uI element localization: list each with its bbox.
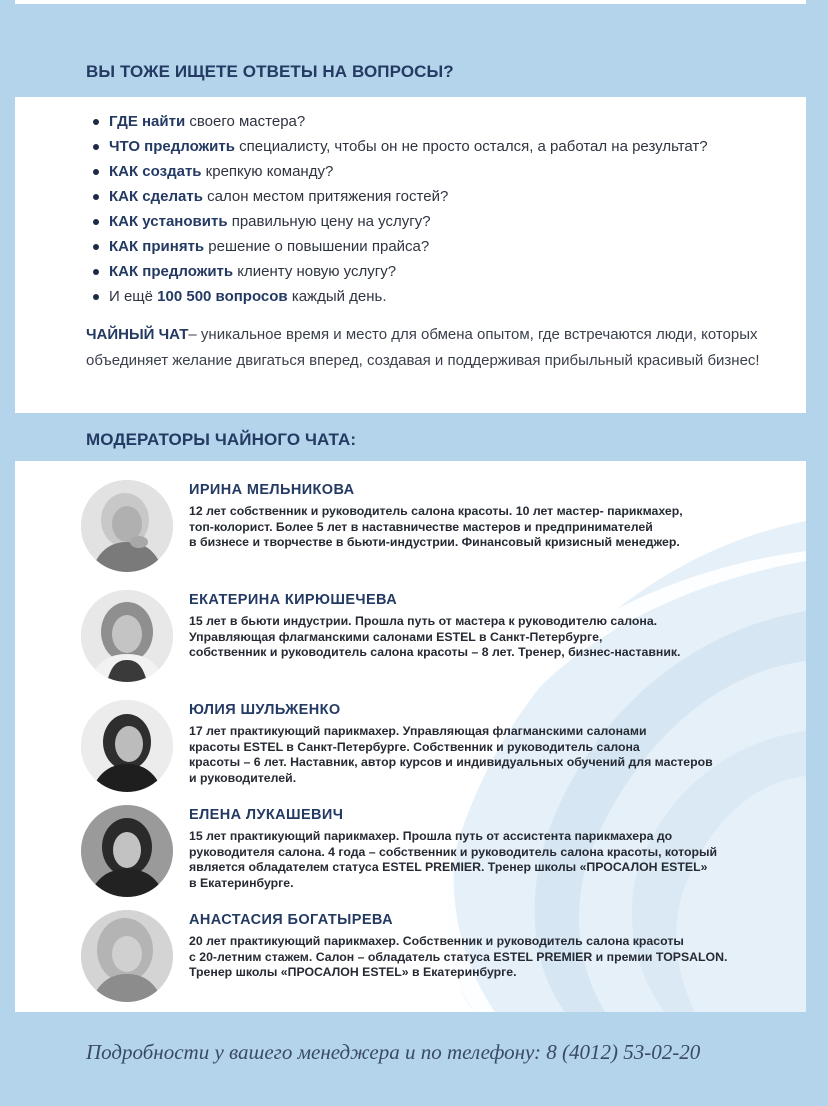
about-brand: ЧАЙНЫЙ ЧАТ bbox=[86, 326, 189, 343]
question-item bbox=[93, 136, 708, 161]
question-text: клиенту новую услугу? bbox=[233, 263, 397, 280]
moderator-card bbox=[81, 910, 801, 1010]
moderator-card bbox=[81, 805, 801, 905]
question-text: салон местом притяжения гостей? bbox=[202, 188, 449, 205]
question-prefix: И ещё bbox=[109, 288, 158, 305]
top-panel-edge bbox=[15, 0, 806, 4]
moderators-panel bbox=[15, 461, 806, 1012]
moderator-card bbox=[81, 700, 801, 800]
question-item bbox=[93, 211, 708, 236]
questions-section-title: ВЫ ТОЖЕ ИЩЕТЕ ОТВЕТЫ НА ВОПРОСЫ? bbox=[86, 62, 454, 81]
question-item bbox=[93, 111, 708, 136]
question-keyword: КАК предложить bbox=[109, 263, 234, 280]
question-text: крепкую команду? bbox=[201, 163, 334, 180]
moderator-bio: 12 лет собственник и руководитель салона красоты. 10 лет мастер- парикмахер, топ-колорист. Более 5 лет в наставничестве мастеров и предпринимателей в бизнесе и творчестве в бьюти-индустрии. Финансовый кризисный менеджер. bbox=[189, 504, 683, 549]
question-text: специалисту, чтобы он не просто остался, а работал на результат? bbox=[234, 138, 708, 155]
moderator-photo bbox=[81, 805, 173, 897]
moderator-name: ЕКАТЕРИНА КИРЮШЕЧЕВА bbox=[189, 592, 398, 608]
question-text: решение о повышении прайса? bbox=[204, 238, 430, 255]
footer-contact-text: Подробности у вашего менеджера и по телефону: 8 (4012) 53-02-20 bbox=[86, 1040, 701, 1064]
question-keyword: 100 500 вопросов bbox=[157, 288, 288, 305]
question-keyword: КАК сделать bbox=[109, 188, 203, 205]
question-item bbox=[93, 261, 708, 286]
question-keyword: КАК создать bbox=[109, 163, 202, 180]
moderator-bio: 20 лет практикующий парикмахер. Собственник и руководитель салона красоты с 20-летним стажем. Салон – обладатель статуса ESTEL PREMIER и премии TOPSALON. Тренер школы «ПРОСАЛОН ESTEL» в Екатеринбурге. bbox=[189, 934, 728, 979]
moderator-card bbox=[81, 590, 801, 690]
moderator-photo bbox=[81, 590, 173, 682]
questions-list bbox=[93, 111, 708, 311]
bullet-icon bbox=[93, 219, 99, 225]
questions-panel bbox=[15, 97, 806, 413]
moderator-photo bbox=[81, 480, 173, 572]
question-keyword: КАК установить bbox=[109, 213, 228, 230]
moderator-name: ИРИНА МЕЛЬНИКОВА bbox=[189, 482, 355, 498]
moderator-card bbox=[81, 480, 801, 580]
bullet-icon bbox=[93, 169, 99, 175]
moderator-name: ЮЛИЯ ШУЛЬЖЕНКО bbox=[189, 702, 341, 718]
moderator-photo bbox=[81, 700, 173, 792]
question-text: своего мастера? bbox=[185, 113, 306, 130]
moderator-name: АНАСТАСИЯ БОГАТЫРЕВА bbox=[189, 912, 393, 928]
bullet-icon bbox=[93, 194, 99, 200]
about-description: – уникальное время и место для обмена опытом, где встречаются люди, которых объединяет желание двигаться вперед, создавая и поддерживая прибыльный красивый бизнес! bbox=[86, 326, 760, 369]
moderators-section-title: МОДЕРАТОРЫ ЧАЙНОГО ЧАТА: bbox=[86, 430, 357, 449]
question-item bbox=[93, 186, 708, 211]
bullet-icon bbox=[93, 294, 99, 300]
question-item bbox=[93, 286, 708, 311]
question-item bbox=[93, 161, 708, 186]
question-text: каждый день. bbox=[287, 288, 387, 305]
question-text: правильную цену на услугу? bbox=[227, 213, 431, 230]
about-paragraph bbox=[86, 322, 766, 374]
moderator-bio: 17 лет практикующий парикмахер. Управляющая флагманскими салонами красоты ESTEL в Санкт-Петербурге. Собственник и руководитель салона красоты – 6 лет. Наставник, автор курсов и индивидуальных обучений для мастеров и руководителей. bbox=[189, 724, 713, 785]
moderator-bio: 15 лет практикующий парикмахер. Прошла путь от ассистента парикмахера до руководителя салона. 4 года – собственник и руководитель салона красоты, который является обладателем статуса ESTEL PREMIER. Тренер школы «ПРОСАЛОН ESTEL» в Екатеринбурге. bbox=[189, 829, 718, 890]
question-keyword: КАК принять bbox=[109, 238, 205, 255]
bullet-icon bbox=[93, 119, 99, 125]
question-item bbox=[93, 236, 708, 261]
bullet-icon bbox=[93, 144, 99, 150]
question-keyword: ГДЕ найти bbox=[109, 113, 186, 130]
bullet-icon bbox=[93, 269, 99, 275]
question-keyword: ЧТО предложить bbox=[109, 138, 235, 155]
moderator-bio: 15 лет в бьюти индустрии. Прошла путь от мастера к руководителю салона. Управляющая флагманскими салонами ESTEL в Санкт-Петербурге, собственник и руководитель салона красоты – 8 лет. Тренер, бизнес-наставник. bbox=[189, 614, 681, 659]
moderator-photo bbox=[81, 910, 173, 1002]
moderator-name: ЕЛЕНА ЛУКАШЕВИЧ bbox=[189, 807, 344, 823]
bullet-icon bbox=[93, 244, 99, 250]
